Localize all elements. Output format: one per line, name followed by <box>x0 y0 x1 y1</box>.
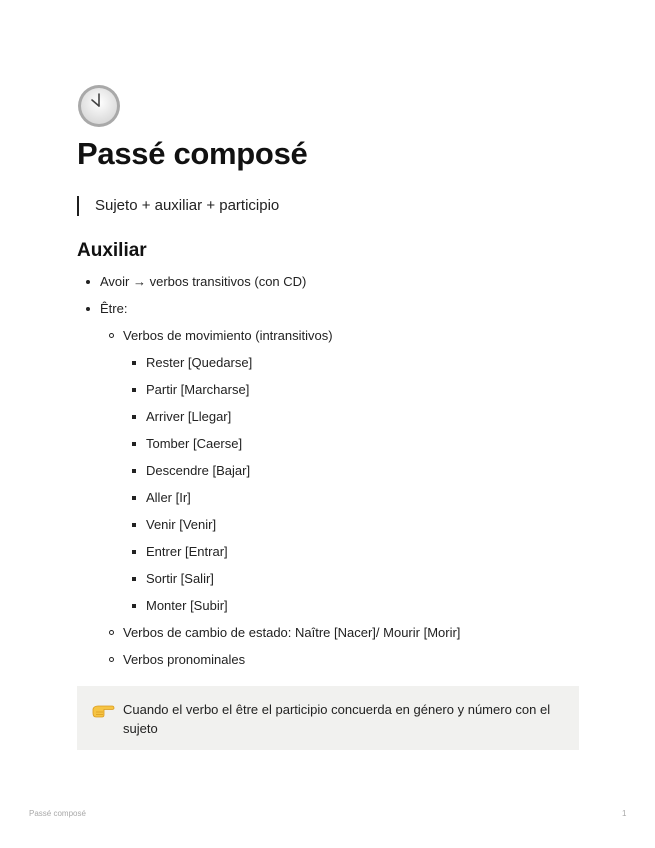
section-heading-auxiliar: Auxiliar <box>77 240 147 261</box>
list-item-verb: Aller [Ir] <box>123 489 579 506</box>
bullet-icon <box>86 280 90 284</box>
circle-bullet-icon <box>109 333 114 338</box>
list-item-etre: Être: Verbos de movimiento (intransitivos) Rester [Quedarse] Partir [Marcharse] Arriver [Llegar] Tomber [Caerse] Descendre [Bajar] Aller [Ir] Venir [Venir] Entrer [Entrar] Sortir [Salir] Monter [Subir] Verbos de cambio de estado: Naître [Nacer]/ Mourir [Morir] Verbos pronominales <box>77 300 579 668</box>
circle-bullet-icon <box>109 657 114 662</box>
formula-quote: Sujeto + auxiliar + participio <box>77 196 579 216</box>
list-item-verb: Sortir [Salir] <box>123 570 579 587</box>
square-bullet-icon <box>132 415 136 419</box>
list-item-verb: Monter [Subir] <box>123 597 579 614</box>
square-bullet-icon <box>132 469 136 473</box>
etre-sublist <box>100 327 579 668</box>
list-item-verb: Descendre [Bajar] <box>123 462 579 479</box>
list-item-verb: Partir [Marcharse] <box>123 381 579 398</box>
square-bullet-icon <box>132 550 136 554</box>
bullet-icon <box>86 307 90 311</box>
list-item-state-change: Verbos de cambio de estado: Naître [Nacer]/ Mourir [Morir] <box>100 624 579 641</box>
list-item-pronominal: Verbos pronominales <box>100 651 579 668</box>
clock-icon <box>77 84 121 128</box>
footer-title: Passé composé <box>29 809 86 818</box>
list-item-verb: Entrer [Entrar] <box>123 543 579 560</box>
pointing-hand-icon <box>91 700 115 720</box>
auxiliar-list <box>77 273 579 668</box>
movement-verbs-list <box>123 354 579 614</box>
list-item-verb: Tomber [Caerse] <box>123 435 579 452</box>
square-bullet-icon <box>132 496 136 500</box>
list-item-verb: Arriver [Llegar] <box>123 408 579 425</box>
square-bullet-icon <box>132 361 136 365</box>
square-bullet-icon <box>132 577 136 581</box>
square-bullet-icon <box>132 442 136 446</box>
list-item-avoir: Avoir → verbos transitivos (con CD) <box>77 273 579 290</box>
square-bullet-icon <box>132 388 136 392</box>
footer-page-number: 1 <box>622 809 627 818</box>
square-bullet-icon <box>132 604 136 608</box>
square-bullet-icon <box>132 523 136 527</box>
list-item-verb: Venir [Venir] <box>123 516 579 533</box>
callout-text: Cuando el verbo el être el participio concuerda en género y número con el sujeto <box>123 702 551 736</box>
callout-box <box>77 686 579 750</box>
list-item-verb: Rester [Quedarse] <box>123 354 579 371</box>
document-page <box>77 84 579 750</box>
list-item-movement: Verbos de movimiento (intransitivos) Rester [Quedarse] Partir [Marcharse] Arriver [Llegar] Tomber [Caerse] Descendre [Bajar] Aller [Ir] Venir [Venir] Entrer [Entrar] Sortir [Salir] Monter [Subir] <box>100 327 579 614</box>
page-title: Passé composé <box>77 136 308 171</box>
circle-bullet-icon <box>109 630 114 635</box>
